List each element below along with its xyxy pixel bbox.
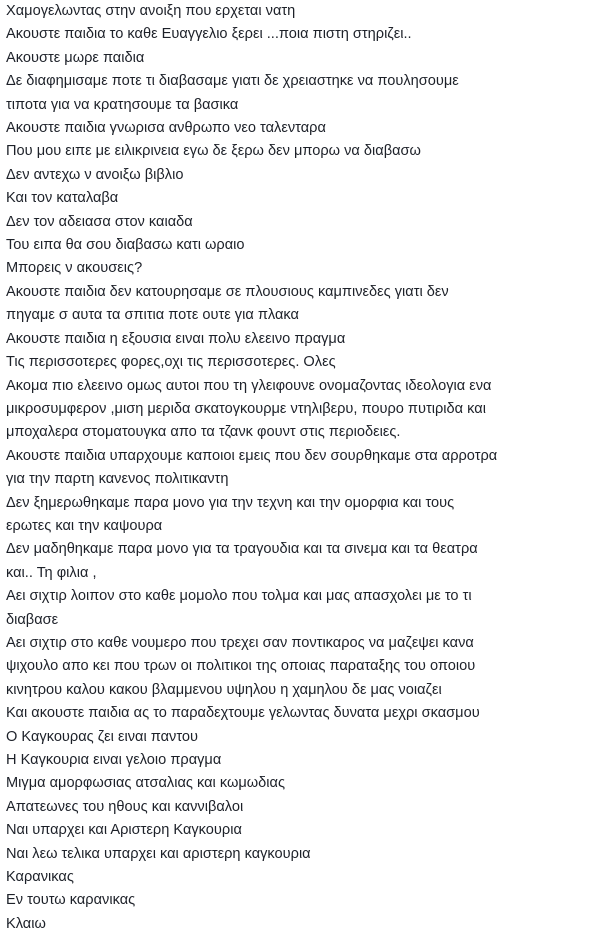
post-line: Αει σιχτιρ λοιπον στο καθε μομολο που τολμα και μας απασχολει με το τι <box>6 588 472 605</box>
post-line: Μπορεις ν ακουσεις? <box>6 260 143 277</box>
post-line: Ο Καγκουρας ζει ειναι παντου <box>6 728 199 745</box>
post-line: Χαμογελωντας στην ανοιξη που ερχεται νατη <box>6 3 296 19</box>
post-line: Του ειπα θα σου διαβασω κατι ωραιο <box>6 237 245 254</box>
post-line: Ναι λεω τελικα υπαρχει και αριστερη καγκουρια <box>6 845 311 862</box>
post-line: Μιγμα αμορφωσιας ατσαλιας και κωμωδιας <box>6 775 285 792</box>
post-line: Εν τουτω καρανικας <box>6 892 136 909</box>
post-line: για την παρτη κανενος πολιτικαντη <box>6 471 229 488</box>
post-line: ερωτες και την καψουρα <box>6 517 163 534</box>
post-line: Ακουστε παιδια γνωρισα ανθρωπο νεο ταλενταρα <box>6 120 326 137</box>
post-line: Ακομα πιο ελεεινο ομως αυτοι που τη γλειφουνε ονομαζοντας ιδεολογια ενα <box>6 377 492 394</box>
post-line: μικροσυμφερον ,μιση μεριδα σκατογκουρμε ντηλιβερυ, πουρο πυτιριδα και <box>6 400 486 417</box>
post-line: Η Καγκουρια ειναι γελοιο πραγμα <box>6 752 222 768</box>
post-line: Ακουστε παιδια δεν κατουρησαμε σε πλουσιους καμπινεδες γιατι δεν <box>6 283 449 300</box>
post-line: Ακουστε παιδια το καθε Ευαγγελιο ξερει ...ποια πιστη στηριζει.. <box>6 26 412 43</box>
post-line: Ακουστε μωρε παιδια <box>6 49 145 66</box>
post-line: και.. Τη φιλια , <box>6 564 97 581</box>
post-line: Δεν τον αδειασα στον καιαδα <box>6 213 193 230</box>
post-body <box>6 0 596 936</box>
post-line: Και τον καταλαβα <box>6 190 119 207</box>
post-line: ψιχουλο απο κει που τρων οι πολιτικοι της οποιας παραταξης του οποιου <box>6 658 476 675</box>
post-line: κινητρου καλου κακου βλαμμενου υψηλου η χαμηλου δε μας νοιαζει <box>6 681 442 698</box>
post-line: Καρανικας <box>6 869 74 886</box>
post-line: Αει σιχτιρ στο καθε νουμερο που τρεχει σαν ποντικαρος να μαζεψει κανα <box>6 634 474 651</box>
post-line: Τις περισσοτερες φορες,οχι τις περισσοτερες. Ολες <box>6 354 336 371</box>
post-line: Δε διαφημισαμε ποτε τι διαβασαμε γιατι δε χρειαστηκε να πουλησουμε <box>6 73 459 90</box>
post-line: Ακουστε παιδια υπαρχουμε καποιοι εμεις που δεν σουρθηκαμε στα αρροτρα <box>6 447 498 464</box>
post-line: Δεν μαδηθηκαμε παρα μονο για τα τραγουδια και τα σινεμα και τα θεατρα <box>6 541 478 558</box>
post-line: πηγαμε σ αυτα τα σπιτια ποτε ουτε για πλακα <box>6 307 299 324</box>
post-line: μποχαλερα στοματουγκα απο τα τζανκ φουντ στις περιοδειες. <box>6 424 401 441</box>
post-line: Ναι υπαρχει και Αριστερη Καγκουρια <box>6 822 242 839</box>
post-line: Απατεωνες του ηθους και καννιβαλοι <box>6 798 244 815</box>
post-line: τιποτα για να κρατησουμε τα βασικα <box>6 96 239 113</box>
post-line: Ακουστε παιδια η εξουσια ειναι πολυ ελεεινο πραγμα <box>6 330 346 347</box>
post-line: Και ακουστε παιδια ας το παραδεχτουμε γελωντας δυνατα μεχρι σκασμου <box>6 705 480 722</box>
post-line: Κλαιω <box>6 915 46 932</box>
post-line: διαβασε <box>6 611 59 628</box>
post-line: Που μου ειπε με ειλικρινεια εγω δε ξερω δεν μπορω να διαβασω <box>6 143 421 160</box>
post-line: Δεν αντεχω ν ανοιξω βιβλιο <box>6 166 184 183</box>
post-line: Δεν ξημερωθηκαμε παρα μονο για την τεχνη και την ομορφια και τους <box>6 494 455 511</box>
